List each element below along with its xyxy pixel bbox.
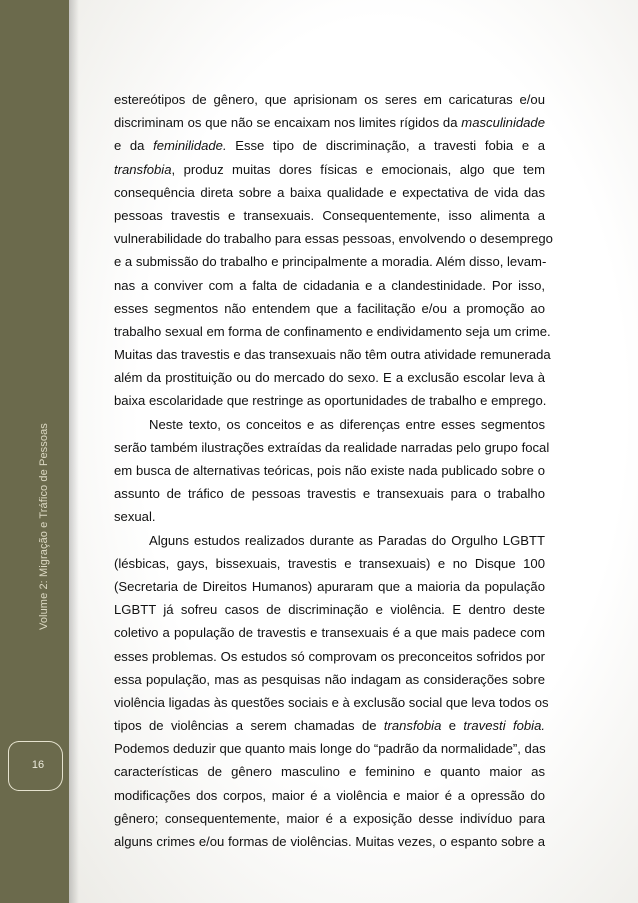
text-line: alguns crimes e/ou formas de violências. Muitas vezes, o espanto sobre a <box>114 834 545 849</box>
text-line: coletivo a população de travestis e transexuais é a que mais padece com <box>114 625 545 641</box>
text-line: (Secretaria de Direitos Humanos) apuraram que a maioria da população <box>114 578 545 594</box>
text-line: serão também ilustrações extraídas da realidade narradas pelo grupo focal <box>114 439 550 455</box>
text-line: Alguns estudos realizados durante as Paradas do Orgulho LGBTT <box>149 532 545 548</box>
text-line: violência ligadas às questões sociais e à exclusão social que leva todos os <box>114 694 549 710</box>
text-line: modificações dos corpos, maior é a violência e maior é a opressão do <box>114 787 545 803</box>
text-line: assunto de tráfico de pessoas travestis e transexuais para o trabalho <box>114 486 545 502</box>
text-line: sexual. <box>114 509 156 525</box>
text-line: trabalho sexual em forma de confinamento e endividamento seja um crime. <box>114 323 551 339</box>
text-line: esses problemas. Os estudos só comprovam os preconceitos sofridos por <box>114 648 545 664</box>
text-line: LGBTT já sofreu casos de discriminação e violência. E dentro deste <box>114 602 545 618</box>
text-line: Neste texto, os conceitos e as diferenças entre esses segmentos <box>149 416 545 432</box>
text-line: transfobia, produz muitas dores físicas e emocionais, algo que tem <box>114 161 545 177</box>
body-text <box>114 88 553 853</box>
text-line: nas a conviver com a falta de cidadania e a clandestinidade. Por isso, <box>114 277 545 293</box>
text-line: além da prostituição ou do mercado do sexo. E a exclusão escolar leva à <box>114 370 545 386</box>
text-line: tipos de violências a serem chamadas de transfobia e travesti fobia. <box>114 718 546 734</box>
text-line: gênero; consequentemente, maior é a exposição desse indivíduo para <box>114 810 545 826</box>
text-line: estereótipos de gênero, que aprisionam os seres em caricaturas e/ou <box>114 92 545 107</box>
text-line: pessoas travestis e transexuais. Consequentemente, isso alimenta a <box>114 207 545 223</box>
sidebar-shadow <box>69 0 79 903</box>
text-line: Muitas das travestis e das transexuais não têm outra atividade remunerada <box>114 347 551 363</box>
text-line: e a submissão do trabalho e principalmente a moradia. Além disso, levam- <box>114 254 547 270</box>
text-line: baixa escolaridade que restringe as oportunidades de trabalho e emprego. <box>114 393 547 409</box>
text-line: características de gênero masculino e feminino e quanto maior as <box>114 764 545 780</box>
page-number: 16 <box>31 759 45 771</box>
text-line: vulnerabilidade do trabalho para essas pessoas, envolvendo o desemprego <box>114 231 553 247</box>
text-line: (lésbicas, gays, bissexuais, travestis e transexuais) e no Disque 100 <box>114 555 545 571</box>
text-line: e da feminilidade. Esse tipo de discriminação, a travesti fobia e a <box>114 138 546 154</box>
text-line: essa população, mas as pesquisas não indagam as considerações sobre <box>114 671 545 687</box>
text-line: esses segmentos não entendem que a facilitação e/ou a promoção ao <box>114 300 545 316</box>
volume-title: Volume 2: Migração e Tráfico de Pessoas <box>38 423 50 630</box>
text-line: discriminam os que não se encaixam nos limites rígidos da masculinidade <box>114 115 545 131</box>
text-line: consequência direta sobre a baixa qualidade e expectativa de vida das <box>114 184 545 200</box>
text-line: em busca de alternativas teóricas, pois não existe nada publicado sobre o <box>114 463 545 478</box>
text-line: Podemos deduzir que quanto mais longe do “padrão da normalidade”, das <box>114 741 546 757</box>
